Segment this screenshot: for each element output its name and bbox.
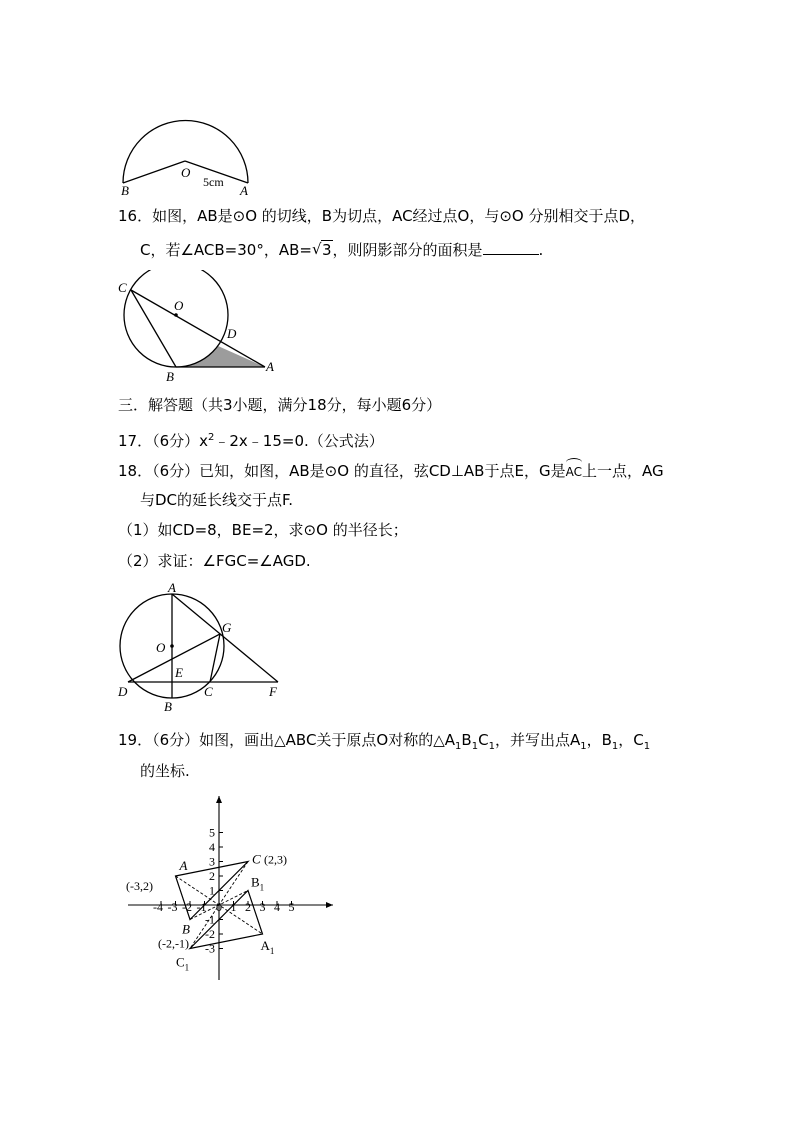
label-B1-subscript: 1 (259, 882, 265, 893)
y-tick-label: 3 (209, 854, 215, 869)
q19-line2: 的坐标. (140, 762, 190, 780)
x-tick-label: -1 (196, 900, 207, 914)
q19-sub: 1 (580, 741, 587, 752)
sector-figure (115, 95, 260, 200)
label-B1 (251, 875, 264, 893)
label-C-letter: C (252, 851, 261, 867)
q19-line1 (118, 730, 650, 757)
label-G: G (222, 620, 232, 635)
label-B: B (121, 183, 129, 198)
q19-sub: 1 (611, 741, 619, 752)
label-B: B (164, 699, 172, 714)
x-axis-arrow (326, 902, 333, 908)
label-A: A (168, 580, 176, 595)
label-E: E (175, 665, 183, 680)
segment-gd (128, 634, 220, 682)
y-tick-label: -2 (205, 927, 215, 941)
label-C-coord: (2,3) (264, 852, 287, 867)
label-A: A (240, 183, 248, 198)
sqrt-3 (312, 240, 333, 260)
circle-o (124, 270, 228, 367)
label-C (252, 852, 261, 867)
y-tick-label: -1 (205, 912, 215, 927)
label-F: F (269, 684, 277, 699)
sqrt-radicand: 3 (321, 241, 332, 259)
q16-line2-pre: C，若∠ACB=30°，AB= (140, 241, 312, 259)
q19-sub: 1 (488, 741, 495, 752)
center-point (170, 644, 174, 648)
label-C1-letter: C (176, 954, 185, 970)
q17-exponent: 2 (208, 432, 215, 443)
q19-f: ，C (618, 731, 644, 749)
x-tick-label: -2 (182, 900, 192, 914)
y-tick-label: 1 (209, 883, 215, 898)
x-tick-label: 4 (274, 900, 280, 914)
label-A1-letter: A (260, 938, 270, 953)
label-length: 5cm (203, 175, 224, 189)
q19-sub: 1 (643, 741, 651, 752)
label-B-coord: (-2,-1) (158, 936, 189, 951)
shaded-region (176, 346, 265, 367)
label-O: O (174, 298, 184, 313)
label-A: A (266, 359, 274, 374)
label-B (182, 922, 190, 937)
center-point (174, 313, 178, 317)
answer-blank[interactable] (483, 240, 539, 255)
q17-pre: 17．（6分）x (118, 432, 209, 450)
label-C: C (204, 684, 213, 699)
label-D: D (227, 326, 237, 341)
x-tick-label: 2 (245, 900, 251, 914)
y-axis-arrow (216, 796, 222, 803)
label-A-coord: (-3,2) (126, 879, 153, 893)
label-D: D (118, 684, 128, 699)
label-C1 (176, 955, 189, 973)
q17 (118, 428, 384, 451)
y-tick-label: -3 (205, 941, 215, 956)
x-tick-label: 3 (259, 900, 266, 914)
sqrt-symbol: √ (311, 240, 322, 258)
segment-cb (131, 290, 176, 367)
label-A-letter: A (179, 858, 188, 873)
q18-line1 (118, 458, 664, 482)
label-B: B (166, 369, 174, 384)
coordinate-figure (118, 792, 343, 984)
q19-c: C (478, 731, 489, 749)
y-tick-label: 4 (209, 840, 215, 854)
label-B-letter: B (182, 921, 190, 937)
q18-part1: （1）如CD=8，BE=2，求⊙O 的半径长； (118, 521, 408, 539)
label-A1-subscript: 1 (269, 946, 275, 956)
q19-d: ，并写出点A (494, 731, 581, 749)
label-O: O (156, 640, 166, 655)
q16-line2 (140, 240, 543, 260)
label-O: O (181, 165, 191, 180)
y-tick-label: 5 (209, 825, 215, 840)
q19-e: ，B (586, 731, 612, 749)
q18-line1-post: 上一点，AG (581, 462, 664, 480)
diameter-chord-figure (112, 580, 287, 715)
q16-line2-end: . (538, 241, 544, 259)
q17-post: ﹣2x﹣15=0.（公式法） (214, 432, 384, 450)
q19-sub: 1 (455, 741, 462, 752)
q19-sub: 1 (471, 741, 479, 752)
q18-line1-pre: 18．（6分）已知，如图，AB是⊙O 的直径，弦CD⊥AB于点E，G是 (118, 462, 566, 480)
x-tick-label: 1 (230, 900, 237, 914)
q16-line2-post: ，则阴影部分的面积是 (332, 241, 483, 259)
label-A1 (261, 938, 275, 956)
x-tick-label: -3 (167, 900, 178, 914)
segment-ca (131, 290, 265, 367)
y-tick-label: 2 (209, 869, 215, 883)
q16-line1: 16．如图，AB是⊙O 的切线，B为切点，AC经过点O，与⊙O 分别相交于点D， (118, 207, 646, 225)
x-tick-label: 0 (216, 900, 222, 914)
x-tick-label: -4 (153, 900, 163, 914)
q18-line2: 与DC的延长线交于点F. (140, 491, 294, 509)
sector-radius-left (123, 161, 185, 183)
q18-part2: （2）求证：∠FGC=∠AGD. (118, 552, 311, 570)
q19-b: B (461, 731, 472, 749)
label-C: C (118, 280, 127, 295)
label-A (179, 858, 188, 873)
q19-a: 19．（6分）如图，画出△ABC关于原点O对称的△A (118, 731, 456, 749)
label-B1-letter: B (251, 874, 260, 890)
tangent-circle-figure (112, 270, 282, 385)
line-af (172, 594, 278, 682)
arc-ac: AC (566, 458, 582, 482)
section-title: 三．解答题（共3小题，满分18分，每小题6分） (118, 396, 442, 414)
label-C1-subscript: 1 (184, 962, 190, 973)
x-tick-label: 5 (288, 900, 295, 914)
